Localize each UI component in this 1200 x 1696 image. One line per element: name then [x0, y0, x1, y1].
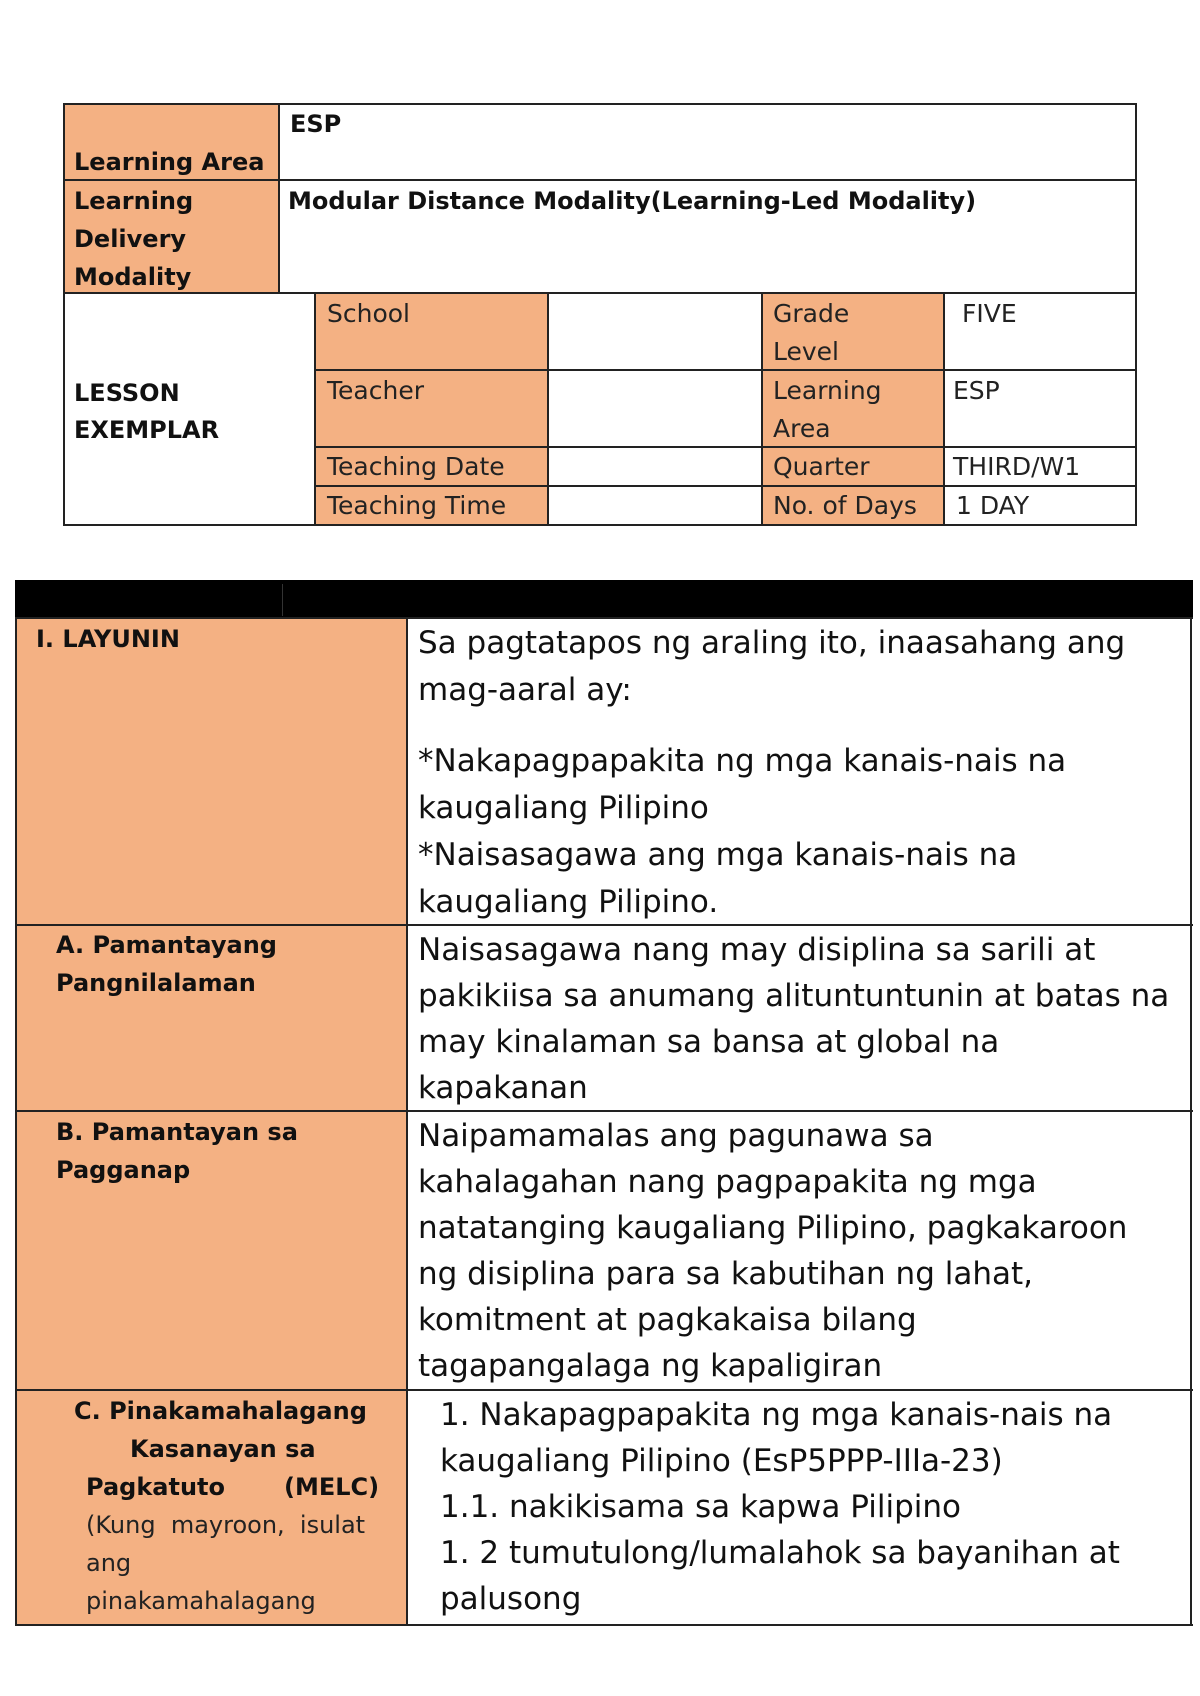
- learning-area2-value: ESP: [953, 376, 1000, 405]
- quarter-label: Quarter: [773, 452, 870, 481]
- pagganap-line-1: Naipamamalas ang pagunawa sa: [418, 1118, 934, 1154]
- grade-level-label-line1: Grade: [773, 299, 850, 328]
- melc-line-4: 1. 2 tumutulong/lumalahok sa bayanihan at: [440, 1535, 1120, 1571]
- days-label: No. of Days: [773, 491, 917, 520]
- pagganap-line-5: komitment at pagkakaisa bilang: [418, 1302, 917, 1338]
- melc-line-1: 1. Nakapagpapakita ng mga kanais-nais na: [440, 1397, 1113, 1433]
- pangnilalaman-label-line2: Pangnilalaman: [56, 969, 256, 997]
- pangnilalaman-label-line1: A. Pamantayang: [56, 931, 277, 959]
- melc-note-line2: ang: [86, 1549, 132, 1577]
- lesson-label-line1: LESSON: [74, 379, 180, 407]
- pangnilalaman-line-1: Naisasagawa nang may disiplina sa sarili at: [418, 932, 1096, 968]
- pagganap-label-line1: B. Pamantayan sa: [56, 1118, 298, 1146]
- learning-area2-label-line2: Area: [773, 414, 831, 443]
- pagganap-line-3: natatanging kaugaliang Pilipino, pagkakaroon: [418, 1210, 1128, 1246]
- melc-line-3: 1.1. nakikisama sa kapwa Pilipino: [440, 1489, 962, 1525]
- pagganap-label-line2: Pagganap: [56, 1156, 191, 1184]
- learning-area-value: ESP: [290, 110, 342, 138]
- layunin-label: I. LAYUNIN: [36, 625, 180, 653]
- grade-level-value: FIVE: [962, 299, 1017, 328]
- layunin-line-3: *Nakapagpapakita ng mga kanais-nais na: [418, 743, 1067, 779]
- layunin-line-6: kaugaliang Pilipino.: [418, 884, 719, 920]
- melc-line-5: palusong: [440, 1581, 582, 1617]
- pagganap-line-6: tagapangalaga ng kapaligiran: [418, 1348, 883, 1384]
- pangnilalaman-line-4: kapakanan: [418, 1070, 588, 1106]
- melc-label-line4: (MELC): [284, 1473, 380, 1501]
- lesson-label-line2: EXEMPLAR: [74, 416, 220, 444]
- grade-level-label-line2: Level: [773, 337, 839, 366]
- pangnilalaman-line-2: pakikiisa sa anumang alituntuntunin at batas na: [418, 978, 1170, 1014]
- delivery-label-line1: Learning: [74, 187, 194, 215]
- teaching-time-label: Teaching Time: [327, 491, 507, 520]
- pangnilalaman-line-3: may kinalaman sa bansa at global na: [418, 1024, 1000, 1060]
- melc-note-line1: (Kung mayroon, isulat: [86, 1511, 366, 1539]
- school-label: School: [327, 299, 410, 328]
- layunin-line-5: *Naisasagawa ang mga kanais-nais na: [418, 837, 1018, 873]
- melc-label-line1: C. Pinakamahalagang: [74, 1397, 367, 1425]
- melc-note-line3: pinakamahalagang: [86, 1587, 316, 1615]
- lesson-table-header-bar: [15, 580, 1193, 618]
- days-value: 1 DAY: [956, 491, 1030, 520]
- layunin-line-4: kaugaliang Pilipino: [418, 790, 709, 826]
- layunin-line-1: Sa pagtatapos ng araling ito, inaasahang ang: [418, 625, 1126, 661]
- learning-area-label: Learning Area: [74, 148, 265, 176]
- pagganap-line-2: kahalagahan nang pagpapakita ng mga: [418, 1164, 1037, 1200]
- delivery-value: Modular Distance Modality(Learning-Led Modality): [288, 187, 977, 215]
- delivery-label-line3: Modality: [74, 263, 192, 291]
- teacher-label: Teacher: [327, 376, 424, 405]
- melc-line-2: kaugaliang Pilipino (EsP5PPP-IIIa-23): [440, 1443, 1003, 1479]
- teaching-date-label: Teaching Date: [327, 452, 505, 481]
- melc-label-line2: Kasanayan sa: [130, 1435, 316, 1463]
- quarter-value: THIRD/W1: [953, 452, 1081, 481]
- delivery-label-line2: Delivery: [74, 225, 187, 253]
- learning-area2-label-line1: Learning: [773, 376, 882, 405]
- layunin-line-2: mag-aaral ay:: [418, 672, 632, 708]
- melc-label-line3: Pagkatuto: [86, 1473, 225, 1501]
- pagganap-line-4: ng disiplina para sa kabutihan ng lahat,: [418, 1256, 1033, 1292]
